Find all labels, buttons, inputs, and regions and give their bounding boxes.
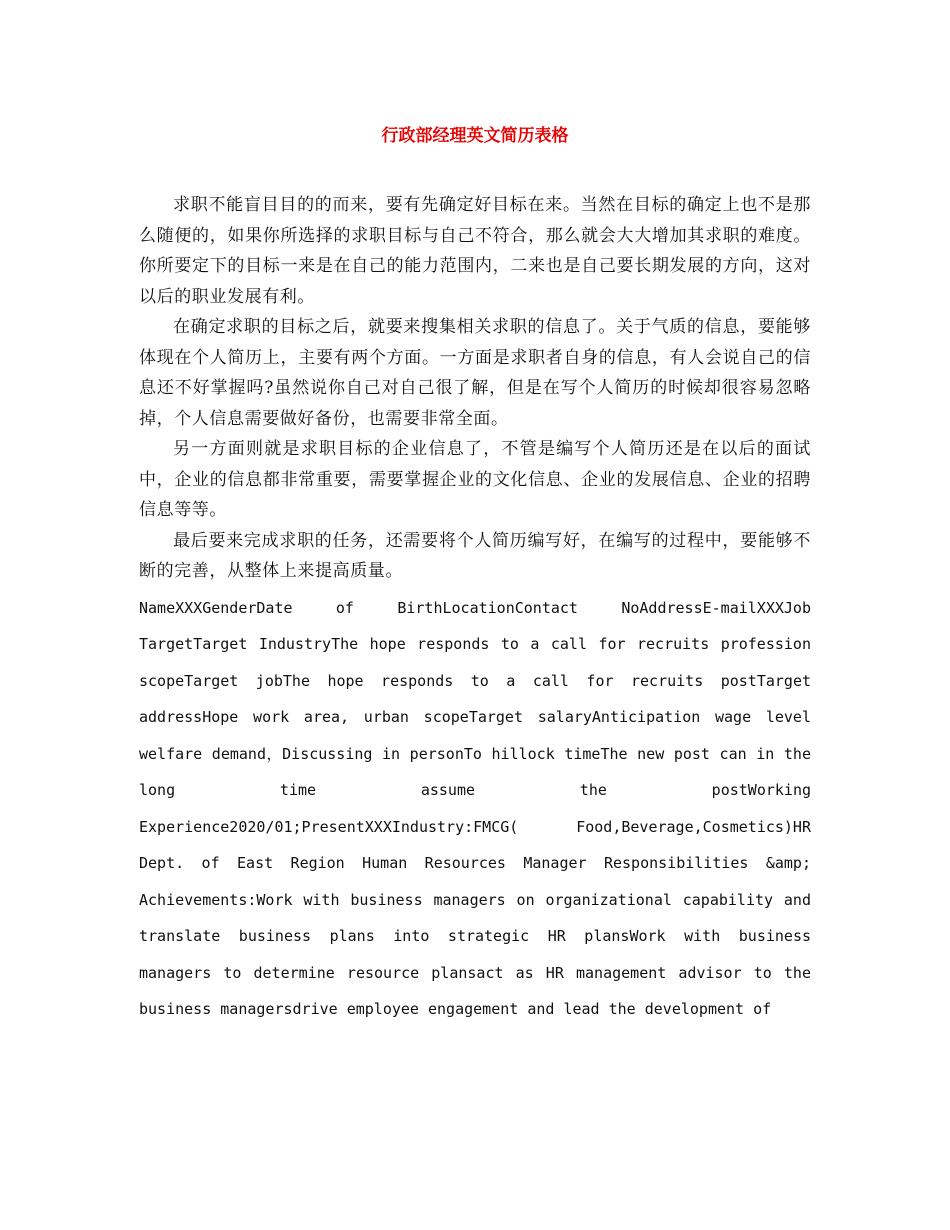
paragraph-finish-resume: 最后要来完成求职的任务，还需要将个人简历编写好，在编写的过程中，要能够不断的完善，从整体上来提高质量。 bbox=[139, 530, 811, 581]
paragraph-company-info: 另一方面则就是求职目标的企业信息了，不管是编写个人简历还是在以后的面试中，企业的信息都非常重要，需要掌握企业的文化信息、企业的发展信息、企业的招聘信息等等。 bbox=[139, 439, 811, 520]
paragraph-job-target: 求职不能盲目目的的而来，要有先确定好目标在来。当然在目标的确定上也不是那么随便的，如果你所选择的求职目标与自己不符合，那么就会大大增加其求职的难度。你所要定下的目标一来是在自己的能力范围内，二来也是自己要长期发展的方向，这对以后的职业发展有利。 bbox=[139, 195, 811, 307]
document-title: 行政部经理英文简历表格 bbox=[381, 126, 569, 146]
paragraph-collect-info: 在确定求职的目标之后，就要来搜集相关求职的信息了。关于气质的信息，要能够体现在个人简历上，主要有两个方面。一方面是求职者自身的信息，有人会说自己的信息还不好掌握吗?虽然说你自己对自己很了解，但是在写个人简历的时候却很容易忽略掉，个人信息需要做好备份，也需要非常全面。 bbox=[139, 317, 811, 429]
resume-english-text: NameXXXGenderDate of BirthLocationContact NoAddressE-mailXXXJob TargetTarget IndustryThe hope responds to a call for recruits profession scopeTarget jobThe hope responds to a call for recruits postTarget addressHope work area, urban scopeTarget salaryAnticipation wage level welfare demand，Discussing in personTo hillock timeThe new post can in the long time assume the postWorking Experience2020/01;PresentXXXIndustry:FMCG( Food,Beverage,Cosmetics)HR Dept. of East Region Human Resources Manager Responsibilities &amp; Achievements:Work with business managers on organizational capability and translate business plans into strategic HR plansWork with business managers to determine resource plansact as HR management advisor to the business managersdrive employee engagement and lead the development of bbox=[139, 598, 811, 1018]
document-body bbox=[139, 190, 811, 1028]
